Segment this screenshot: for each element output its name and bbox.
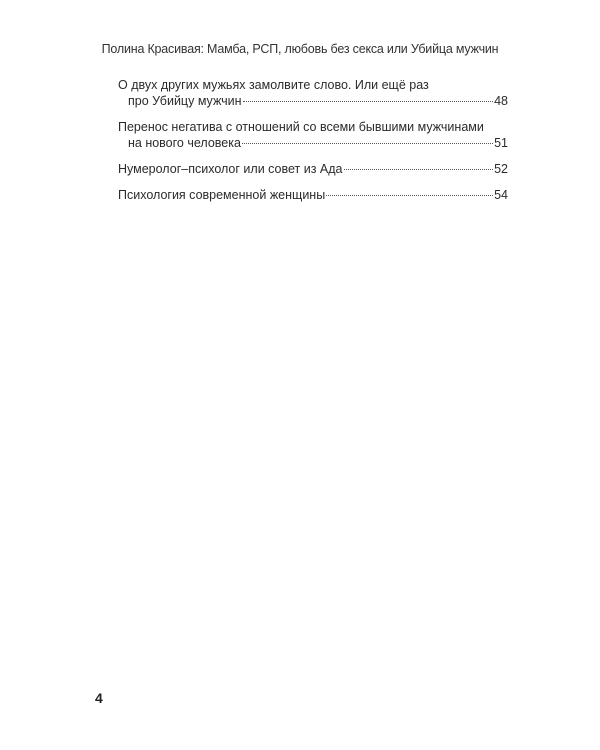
toc-entry-last-line: [118, 135, 508, 151]
toc-page-number: 52: [494, 162, 508, 176]
toc-entry[interactable]: [118, 77, 508, 109]
toc-page-number: 48: [494, 94, 508, 108]
toc-page-number: 51: [494, 136, 508, 150]
toc-entry-title: Нумеролог–психолог или совет из Ада: [118, 162, 343, 176]
toc-entry-title: О двух других мужьях замолвите слово. Или ещё раз: [118, 78, 429, 92]
toc-entry-title-continued: на нового человека: [128, 136, 241, 150]
page-number: 4: [95, 690, 103, 706]
toc-entry-title: Перенос негатива с отношений со всеми бывшими мужчинами: [118, 120, 484, 134]
table-of-contents: [118, 77, 508, 213]
dot-leader: [242, 143, 493, 144]
toc-page-number: 54: [494, 188, 508, 202]
dot-leader: [326, 195, 493, 196]
toc-entry-title: Психология современной женщины: [118, 188, 326, 202]
running-header: Полина Красивая: Мамба, РСП, любовь без секса или Убийца мужчин: [101, 42, 499, 56]
toc-entry-first-line: [118, 77, 508, 93]
toc-entry[interactable]: [118, 187, 508, 203]
toc-entry-first-line: [118, 119, 508, 135]
toc-entry-line: [118, 161, 508, 177]
dot-leader: [243, 101, 494, 102]
toc-entry-line: [118, 187, 508, 203]
toc-entry-title-continued: про Убийцу мужчин: [128, 94, 242, 108]
toc-entry[interactable]: [118, 119, 508, 151]
toc-entry-last-line: [118, 93, 508, 109]
toc-entry[interactable]: [118, 161, 508, 177]
dot-leader: [344, 169, 494, 170]
